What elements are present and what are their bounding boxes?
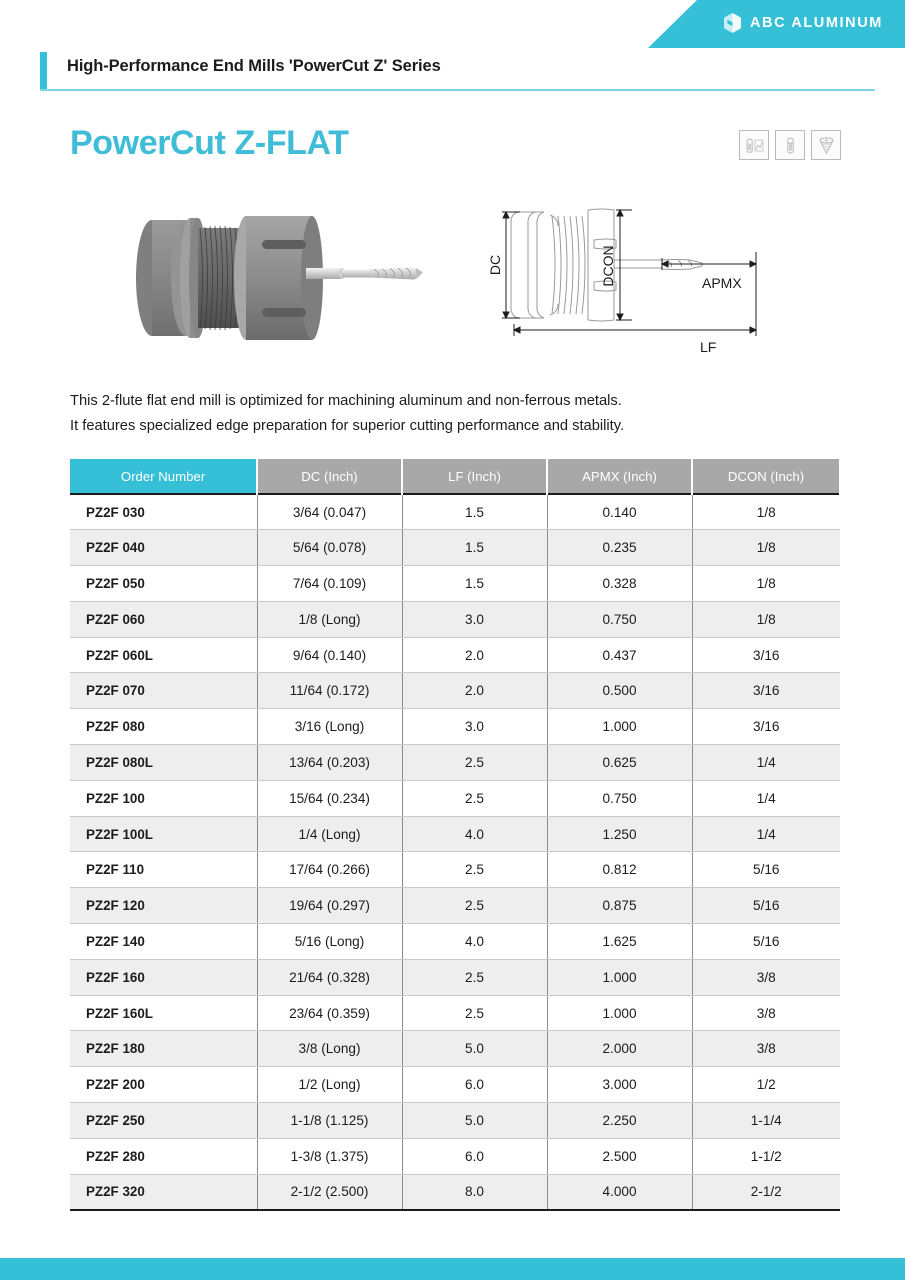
cell-dc: 3/16 (Long) [257,709,402,745]
cell-dcon: 1/8 [692,530,840,566]
description-line-1: This 2-flute flat end mill is optimized for machining aluminum and non-ferrous metals. [70,393,622,409]
drill-point-icon [811,130,841,160]
column-header-order-number: Order Number [70,459,257,494]
table-row[interactable] [70,709,840,745]
cell-order: PZ2F 160 [70,959,257,995]
cell-apmx: 0.812 [547,852,692,888]
badge-group [739,130,841,160]
cell-dcon: 5/16 [692,852,840,888]
footer-bar [0,1258,905,1280]
series-title: High-Performance End Mills 'PowerCut Z' Series [67,57,441,75]
table-row[interactable] [70,995,840,1031]
cell-lf: 6.0 [402,1067,547,1103]
cell-apmx: 4.000 [547,1174,692,1210]
cell-apmx: 2.000 [547,1031,692,1067]
top-banner [0,0,905,48]
end-mill-tool-icon [775,130,805,160]
cell-dc: 17/64 (0.266) [257,852,402,888]
cell-order: PZ2F 280 [70,1138,257,1174]
cell-dc: 21/64 (0.328) [257,959,402,995]
table-header-row [70,459,840,494]
column-header-lf: LF (Inch) [402,459,547,494]
cell-dc: 19/64 (0.297) [257,888,402,924]
series-accent-bar [40,52,47,89]
cell-lf: 2.5 [402,852,547,888]
cell-order: PZ2F 140 [70,924,257,960]
cell-dcon: 1/4 [692,780,840,816]
table-row[interactable] [70,673,840,709]
cell-apmx: 0.625 [547,745,692,781]
cell-apmx: 0.875 [547,888,692,924]
table-row[interactable] [70,959,840,995]
dimension-label-dc: DC [487,254,503,276]
cell-lf: 2.5 [402,888,547,924]
column-header-apmx: APMX (Inch) [547,459,692,494]
table-row[interactable] [70,924,840,960]
specification-table [70,459,840,1211]
table-row[interactable] [70,780,840,816]
cell-dcon: 1/4 [692,816,840,852]
cell-dc: 13/64 (0.203) [257,745,402,781]
cell-lf: 6.0 [402,1138,547,1174]
dimension-label-apmx: APMX [702,275,742,291]
cell-dcon: 1/8 [692,494,840,530]
cell-order: PZ2F 070 [70,673,257,709]
table-row[interactable] [70,530,840,566]
table-row[interactable] [70,1031,840,1067]
cell-order: PZ2F 110 [70,852,257,888]
cell-apmx: 3.000 [547,1067,692,1103]
cell-order: PZ2F 060L [70,637,257,673]
cell-lf: 4.0 [402,816,547,852]
table-row[interactable] [70,637,840,673]
cell-lf: 1.5 [402,566,547,602]
cell-dcon: 5/16 [692,924,840,960]
cell-lf: 1.5 [402,530,547,566]
cell-apmx: 1.000 [547,709,692,745]
cell-dcon: 1-1/4 [692,1103,840,1139]
cell-lf: 2.0 [402,673,547,709]
cell-order: PZ2F 250 [70,1103,257,1139]
cell-dc: 9/64 (0.140) [257,637,402,673]
cell-dc: 5/64 (0.078) [257,530,402,566]
cell-dc: 2-1/2 (2.500) [257,1174,402,1210]
table-row[interactable] [70,852,840,888]
cell-dc: 1-1/8 (1.125) [257,1103,402,1139]
cell-dc: 11/64 (0.172) [257,673,402,709]
cell-apmx: 1.000 [547,959,692,995]
brand-logo [724,13,883,33]
technical-drawing [472,192,792,369]
cell-order: PZ2F 080 [70,709,257,745]
cell-dc: 7/64 (0.109) [257,566,402,602]
column-header-dcon: DCON (Inch) [692,459,840,494]
table-row[interactable] [70,1067,840,1103]
cell-order: PZ2F 080L [70,745,257,781]
cell-dcon: 1/8 [692,601,840,637]
cell-dcon: 2-1/2 [692,1174,840,1210]
cell-apmx: 2.250 [547,1103,692,1139]
table-row[interactable] [70,1103,840,1139]
cell-apmx: 0.750 [547,601,692,637]
cell-lf: 2.5 [402,995,547,1031]
cell-order: PZ2F 100 [70,780,257,816]
series-title-bar [0,48,905,92]
product-description [70,389,860,439]
cell-dc: 1-3/8 (1.375) [257,1138,402,1174]
cell-dcon: 1/2 [692,1067,840,1103]
cell-lf: 3.0 [402,709,547,745]
cell-dcon: 5/16 [692,888,840,924]
table-row[interactable] [70,566,840,602]
cell-order: PZ2F 100L [70,816,257,852]
cell-apmx: 1.625 [547,924,692,960]
cell-lf: 2.5 [402,745,547,781]
cell-order: PZ2F 180 [70,1031,257,1067]
series-divider [40,89,875,91]
cell-apmx: 0.750 [547,780,692,816]
cell-dcon: 1-1/2 [692,1138,840,1174]
product-photo [120,192,440,367]
column-header-dc: DC (Inch) [257,459,402,494]
cell-dcon: 3/16 [692,709,840,745]
description-line-2: It features specialized edge preparation for superior cutting performance and stability. [70,418,625,434]
cell-dc: 3/8 (Long) [257,1031,402,1067]
cell-dc: 1/4 (Long) [257,816,402,852]
cube-logo-icon [724,13,741,33]
cell-apmx: 0.437 [547,637,692,673]
cell-apmx: 2.500 [547,1138,692,1174]
dimension-label-lf: LF [700,339,717,355]
page-title: PowerCut Z-FLAT [70,124,349,162]
cell-apmx: 1.000 [547,995,692,1031]
table-row[interactable] [70,494,840,530]
cell-lf: 4.0 [402,924,547,960]
cell-lf: 3.0 [402,601,547,637]
cell-order: PZ2F 060 [70,601,257,637]
table-row[interactable] [70,888,840,924]
cell-dc: 5/16 (Long) [257,924,402,960]
dimension-label-dcon: DCON [600,245,616,287]
table-row[interactable] [70,1174,840,1210]
cell-dcon: 1/4 [692,745,840,781]
cell-dc: 15/64 (0.234) [257,780,402,816]
table-row[interactable] [70,816,840,852]
cell-dcon: 3/16 [692,673,840,709]
cell-dcon: 3/8 [692,1031,840,1067]
cell-dc: 23/64 (0.359) [257,995,402,1031]
table-row[interactable] [70,745,840,781]
cell-apmx: 1.250 [547,816,692,852]
brand-name: ABC ALUMINUM [749,15,883,31]
cell-dcon: 3/8 [692,995,840,1031]
cell-lf: 2.5 [402,959,547,995]
cell-order: PZ2F 050 [70,566,257,602]
cell-dc: 1/2 (Long) [257,1067,402,1103]
table-row[interactable] [70,1138,840,1174]
cell-dcon: 3/8 [692,959,840,995]
cell-lf: 8.0 [402,1174,547,1210]
cell-lf: 2.5 [402,780,547,816]
cell-order: PZ2F 030 [70,494,257,530]
cell-apmx: 0.328 [547,566,692,602]
tool-holder-and-chart-icon [739,130,769,160]
cell-apmx: 0.235 [547,530,692,566]
cell-apmx: 0.140 [547,494,692,530]
cell-lf: 5.0 [402,1103,547,1139]
cell-order: PZ2F 040 [70,530,257,566]
cell-dc: 3/64 (0.047) [257,494,402,530]
cell-dc: 1/8 (Long) [257,601,402,637]
cell-order: PZ2F 160L [70,995,257,1031]
cell-dcon: 1/8 [692,566,840,602]
cell-lf: 5.0 [402,1031,547,1067]
cell-dcon: 3/16 [692,637,840,673]
cell-apmx: 0.500 [547,673,692,709]
cell-lf: 2.0 [402,637,547,673]
cell-order: PZ2F 200 [70,1067,257,1103]
cell-order: PZ2F 120 [70,888,257,924]
table-row[interactable] [70,601,840,637]
cell-lf: 1.5 [402,494,547,530]
cell-order: PZ2F 320 [70,1174,257,1210]
